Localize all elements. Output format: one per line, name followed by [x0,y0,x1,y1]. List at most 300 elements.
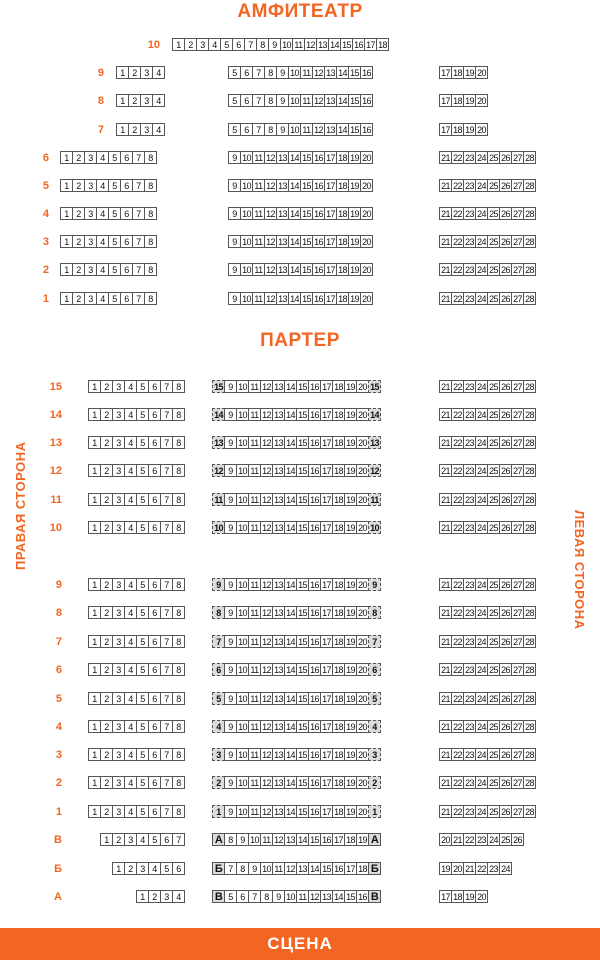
seat[interactable]: 5 [220,38,233,51]
seat[interactable]: 10 [240,179,253,192]
seat[interactable]: 5 [136,606,149,619]
seat[interactable]: 13 [276,151,289,164]
seat[interactable]: 25 [487,578,500,591]
seat[interactable]: 3 [112,493,125,506]
seat[interactable]: 15 [296,692,309,705]
seat[interactable]: 20 [356,663,369,676]
seat[interactable]: 12 [264,235,277,248]
seat[interactable]: 11 [252,235,265,248]
seat[interactable]: 12 [272,833,285,846]
side-seat[interactable]: Б [212,862,225,875]
seat[interactable]: 1 [100,833,113,846]
seat[interactable]: 6 [148,464,161,477]
seat[interactable]: 19 [463,123,476,136]
seat[interactable]: 8 [172,692,185,705]
seat[interactable]: 28 [523,179,536,192]
seat[interactable]: 7 [160,380,173,393]
seat[interactable]: 15 [296,578,309,591]
seat[interactable]: 3 [84,207,97,220]
seat[interactable]: 21 [439,521,452,534]
seat[interactable]: 13 [316,38,329,51]
seat[interactable]: 13 [324,94,337,107]
seat[interactable]: 27 [511,606,524,619]
seat[interactable]: 23 [463,805,476,818]
seat[interactable]: 18 [332,776,345,789]
seat[interactable]: 17 [320,521,333,534]
seat[interactable]: 10 [236,493,249,506]
seat[interactable]: 24 [499,862,512,875]
seat[interactable]: 23 [463,436,476,449]
seat[interactable]: 20 [356,521,369,534]
seat[interactable]: 16 [360,94,373,107]
side-seat[interactable]: 5 [212,692,225,705]
seat[interactable]: 2 [128,123,141,136]
seat[interactable]: 7 [224,862,237,875]
seat[interactable]: 7 [160,408,173,421]
seat[interactable]: 8 [264,94,277,107]
seat[interactable]: 5 [228,66,241,79]
seat[interactable]: 15 [296,720,309,733]
seat[interactable]: 3 [140,123,153,136]
seat[interactable]: 1 [88,606,101,619]
seat[interactable]: 4 [124,408,137,421]
seat[interactable]: 27 [511,408,524,421]
side-seat[interactable]: 1 [212,805,225,818]
seat[interactable]: 3 [140,66,153,79]
seat[interactable]: 21 [439,235,452,248]
seat[interactable]: 11 [248,635,261,648]
seat[interactable]: 25 [487,179,500,192]
seat[interactable]: 15 [300,179,313,192]
seat[interactable]: 1 [116,66,129,79]
seat[interactable]: 9 [228,151,241,164]
seat[interactable]: 18 [451,890,464,903]
seat[interactable]: 3 [140,94,153,107]
seat[interactable]: 1 [172,38,185,51]
seat[interactable]: 22 [463,833,476,846]
seat[interactable]: 4 [148,862,161,875]
seat[interactable]: 2 [72,207,85,220]
seat[interactable]: 1 [60,207,73,220]
seat[interactable]: 22 [451,606,464,619]
seat[interactable]: 11 [300,123,313,136]
seat[interactable]: 20 [356,493,369,506]
seat[interactable]: 14 [284,521,297,534]
seat[interactable]: 26 [499,292,512,305]
seat[interactable]: 28 [523,663,536,676]
seat[interactable]: 14 [284,776,297,789]
seat[interactable]: 23 [463,207,476,220]
seat[interactable]: 3 [112,663,125,676]
seat[interactable]: 12 [264,207,277,220]
seat[interactable]: 10 [248,833,261,846]
seat[interactable]: 17 [324,151,337,164]
seat[interactable]: 7 [160,464,173,477]
seat[interactable]: 12 [312,66,325,79]
seat[interactable]: 10 [260,862,273,875]
seat[interactable]: 17 [320,606,333,619]
seat[interactable]: 11 [248,720,261,733]
seat[interactable]: 20 [475,66,488,79]
seat[interactable]: 8 [144,151,157,164]
seat[interactable]: 6 [148,720,161,733]
seat[interactable]: 10 [236,521,249,534]
seat[interactable]: 25 [487,635,500,648]
seat[interactable]: 19 [344,606,357,619]
seat[interactable]: 14 [336,66,349,79]
seat[interactable]: 6 [148,776,161,789]
seat[interactable]: 20 [356,776,369,789]
seat[interactable]: 12 [260,663,273,676]
seat[interactable]: 14 [288,263,301,276]
seat[interactable]: 5 [160,862,173,875]
seat[interactable]: 9 [224,578,237,591]
side-seat[interactable]: А [212,833,225,846]
seat[interactable]: 24 [475,663,488,676]
seat[interactable]: 12 [304,38,317,51]
seat[interactable]: 17 [324,263,337,276]
seat[interactable]: 18 [336,151,349,164]
side-seat[interactable]: А [368,833,381,846]
seat[interactable]: 4 [152,123,165,136]
seat[interactable]: 17 [320,720,333,733]
seat[interactable]: 22 [451,805,464,818]
seat[interactable]: 10 [288,123,301,136]
seat[interactable]: 27 [511,663,524,676]
seat[interactable]: 18 [376,38,389,51]
seat[interactable]: 1 [88,748,101,761]
seat[interactable]: 11 [252,207,265,220]
seat[interactable]: 16 [308,380,321,393]
side-seat[interactable]: 15 [368,380,381,393]
seat[interactable]: 14 [296,833,309,846]
seat[interactable]: 15 [296,663,309,676]
seat[interactable]: 6 [160,833,173,846]
seat[interactable]: 28 [523,776,536,789]
seat[interactable]: 22 [451,748,464,761]
seat[interactable]: 19 [344,748,357,761]
seat[interactable]: 20 [356,748,369,761]
seat[interactable]: 16 [320,833,333,846]
seat[interactable]: 6 [148,408,161,421]
seat[interactable]: 4 [124,720,137,733]
seat[interactable]: 4 [152,94,165,107]
seat[interactable]: 2 [72,263,85,276]
seat[interactable]: 2 [100,380,113,393]
side-seat[interactable]: 4 [368,720,381,733]
side-seat[interactable]: 14 [368,408,381,421]
seat[interactable]: 6 [148,380,161,393]
seat[interactable]: 6 [148,606,161,619]
seat[interactable]: 14 [284,380,297,393]
seat[interactable]: 11 [252,263,265,276]
seat[interactable]: 20 [356,692,369,705]
seat[interactable]: 17 [324,179,337,192]
side-seat[interactable]: 3 [212,748,225,761]
seat[interactable]: 19 [348,292,361,305]
seat[interactable]: 24 [475,380,488,393]
seat[interactable]: 16 [308,663,321,676]
seat[interactable]: 12 [260,521,273,534]
seat[interactable]: 4 [124,521,137,534]
side-seat[interactable]: 1 [368,805,381,818]
seat[interactable]: 17 [439,123,452,136]
seat[interactable]: 18 [332,436,345,449]
seat[interactable]: 16 [356,890,369,903]
seat[interactable]: 4 [96,263,109,276]
seat[interactable]: 19 [356,833,369,846]
seat[interactable]: 20 [356,635,369,648]
seat[interactable]: 19 [344,635,357,648]
seat[interactable]: 25 [487,235,500,248]
seat[interactable]: 8 [224,833,237,846]
seat[interactable]: 5 [136,805,149,818]
seat[interactable]: 1 [88,408,101,421]
seat[interactable]: 1 [88,720,101,733]
seat[interactable]: 9 [228,263,241,276]
seat[interactable]: 7 [132,207,145,220]
seat[interactable]: 23 [463,606,476,619]
seat[interactable]: 28 [523,521,536,534]
seat[interactable]: 6 [120,263,133,276]
seat[interactable]: 21 [439,635,452,648]
seat[interactable]: 5 [108,235,121,248]
seat[interactable]: 16 [308,776,321,789]
seat[interactable]: 22 [451,635,464,648]
seat[interactable]: 7 [252,123,265,136]
seat[interactable]: 7 [160,493,173,506]
seat[interactable]: 2 [100,408,113,421]
seat[interactable]: 25 [487,606,500,619]
seat[interactable]: 17 [324,292,337,305]
seat[interactable]: 27 [511,521,524,534]
seat[interactable]: 20 [360,263,373,276]
seat[interactable]: 2 [128,94,141,107]
seat[interactable]: 3 [112,748,125,761]
seat[interactable]: 3 [112,380,125,393]
seat[interactable]: 23 [463,151,476,164]
seat[interactable]: 26 [499,606,512,619]
seat[interactable]: 9 [272,890,285,903]
seat[interactable]: 17 [344,862,357,875]
seat[interactable]: 1 [88,692,101,705]
seat[interactable]: 23 [463,776,476,789]
seat[interactable]: 19 [344,776,357,789]
seat[interactable]: 24 [475,235,488,248]
seat[interactable]: 17 [364,38,377,51]
seat[interactable]: 19 [344,493,357,506]
seat[interactable]: 12 [260,436,273,449]
seat[interactable]: 11 [260,833,273,846]
seat[interactable]: 14 [284,578,297,591]
seat[interactable]: 13 [324,123,337,136]
seat[interactable]: 9 [224,720,237,733]
side-seat[interactable]: 15 [212,380,225,393]
seat[interactable]: 10 [236,663,249,676]
seat[interactable]: 25 [487,408,500,421]
seat[interactable]: 14 [288,179,301,192]
side-seat[interactable]: 5 [368,692,381,705]
seat[interactable]: 8 [172,408,185,421]
seat[interactable]: 17 [320,805,333,818]
seat[interactable]: 1 [88,521,101,534]
side-seat[interactable]: 6 [368,663,381,676]
seat[interactable]: 10 [236,748,249,761]
side-seat[interactable]: 8 [368,606,381,619]
seat[interactable]: 15 [296,776,309,789]
side-seat[interactable]: Б [368,862,381,875]
seat[interactable]: 16 [308,748,321,761]
seat[interactable]: 17 [320,464,333,477]
seat[interactable]: 13 [276,207,289,220]
seat[interactable]: 2 [100,720,113,733]
seat[interactable]: 16 [308,606,321,619]
seat[interactable]: 18 [336,292,349,305]
seat[interactable]: 7 [132,292,145,305]
seat[interactable]: 16 [308,436,321,449]
seat[interactable]: 4 [172,890,185,903]
seat[interactable]: 15 [296,464,309,477]
seat[interactable]: 1 [60,263,73,276]
seat[interactable]: 13 [276,235,289,248]
seat[interactable]: 8 [264,123,277,136]
seat[interactable]: 17 [439,94,452,107]
seat[interactable]: 25 [487,748,500,761]
seat[interactable]: 12 [308,890,321,903]
seat[interactable]: 21 [439,207,452,220]
seat[interactable]: 7 [160,521,173,534]
seat[interactable]: 8 [256,38,269,51]
seat[interactable]: 9 [224,606,237,619]
seat[interactable]: 16 [308,521,321,534]
seat[interactable]: 11 [296,890,309,903]
seat[interactable]: 24 [487,833,500,846]
seat[interactable]: 15 [300,207,313,220]
seat[interactable]: 10 [236,720,249,733]
seat[interactable]: 21 [439,263,452,276]
seat[interactable]: 3 [112,578,125,591]
seat[interactable]: 12 [260,578,273,591]
seat[interactable]: 22 [451,436,464,449]
seat[interactable]: 7 [160,635,173,648]
seat[interactable]: 3 [84,263,97,276]
seat[interactable]: 12 [260,606,273,619]
seat[interactable]: 18 [332,493,345,506]
seat[interactable]: 27 [511,748,524,761]
seat[interactable]: 9 [276,94,289,107]
seat[interactable]: 9 [228,292,241,305]
seat[interactable]: 8 [172,380,185,393]
seat[interactable]: 13 [272,578,285,591]
seat[interactable]: 5 [136,776,149,789]
seat[interactable]: 28 [523,408,536,421]
seat[interactable]: 25 [487,292,500,305]
seat[interactable]: 7 [132,263,145,276]
seat[interactable]: 1 [88,436,101,449]
seat[interactable]: 13 [320,890,333,903]
seat[interactable]: 14 [328,38,341,51]
seat[interactable]: 4 [96,292,109,305]
seat[interactable]: 18 [332,748,345,761]
seat[interactable]: 23 [463,663,476,676]
side-seat[interactable]: 2 [368,776,381,789]
seat[interactable]: 10 [236,635,249,648]
seat[interactable]: 22 [451,179,464,192]
seat[interactable]: 17 [320,663,333,676]
seat[interactable]: 21 [439,464,452,477]
seat[interactable]: 27 [511,692,524,705]
seat[interactable]: 13 [272,635,285,648]
seat[interactable]: 16 [352,38,365,51]
seat[interactable]: 14 [288,292,301,305]
seat[interactable]: 13 [276,292,289,305]
seat[interactable]: 20 [439,833,452,846]
seat[interactable]: 8 [172,493,185,506]
seat[interactable]: 3 [112,606,125,619]
seat[interactable]: 23 [487,862,500,875]
seat[interactable]: 17 [320,493,333,506]
seat[interactable]: 27 [511,151,524,164]
seat[interactable]: 13 [272,464,285,477]
seat[interactable]: 9 [224,663,237,676]
seat[interactable]: 4 [124,805,137,818]
seat[interactable]: 6 [120,179,133,192]
seat[interactable]: 7 [244,38,257,51]
seat[interactable]: 2 [100,464,113,477]
seat[interactable]: 21 [439,151,452,164]
seat[interactable]: 15 [348,94,361,107]
seat[interactable]: 25 [487,380,500,393]
seat[interactable]: 28 [523,263,536,276]
side-seat[interactable]: 12 [212,464,225,477]
side-seat[interactable]: В [212,890,225,903]
seat[interactable]: 2 [184,38,197,51]
seat[interactable]: 23 [463,521,476,534]
seat[interactable]: 20 [356,720,369,733]
seat[interactable]: 17 [439,66,452,79]
seat[interactable]: 6 [148,436,161,449]
seat[interactable]: 26 [499,151,512,164]
seat[interactable]: 23 [463,235,476,248]
seat[interactable]: 6 [236,890,249,903]
seat[interactable]: 23 [463,748,476,761]
seat[interactable]: 12 [312,123,325,136]
seat[interactable]: 21 [439,663,452,676]
seat[interactable]: 4 [124,436,137,449]
seat[interactable]: 18 [344,833,357,846]
seat[interactable]: 14 [284,663,297,676]
seat[interactable]: 3 [112,692,125,705]
seat[interactable]: 13 [272,493,285,506]
seat[interactable]: 19 [348,179,361,192]
seat[interactable]: 5 [136,408,149,421]
seat[interactable]: 8 [144,263,157,276]
seat[interactable]: 6 [148,635,161,648]
seat[interactable]: 26 [499,207,512,220]
seat[interactable]: 5 [108,179,121,192]
seat[interactable]: 15 [300,292,313,305]
seat[interactable]: 17 [320,380,333,393]
seat[interactable]: 2 [124,862,137,875]
seat[interactable]: 3 [112,521,125,534]
seat[interactable]: 24 [475,292,488,305]
seat[interactable]: 13 [272,521,285,534]
seat[interactable]: 20 [360,151,373,164]
seat[interactable]: 3 [136,862,149,875]
seat[interactable]: 8 [172,805,185,818]
seat[interactable]: 12 [312,94,325,107]
seat[interactable]: 18 [451,123,464,136]
